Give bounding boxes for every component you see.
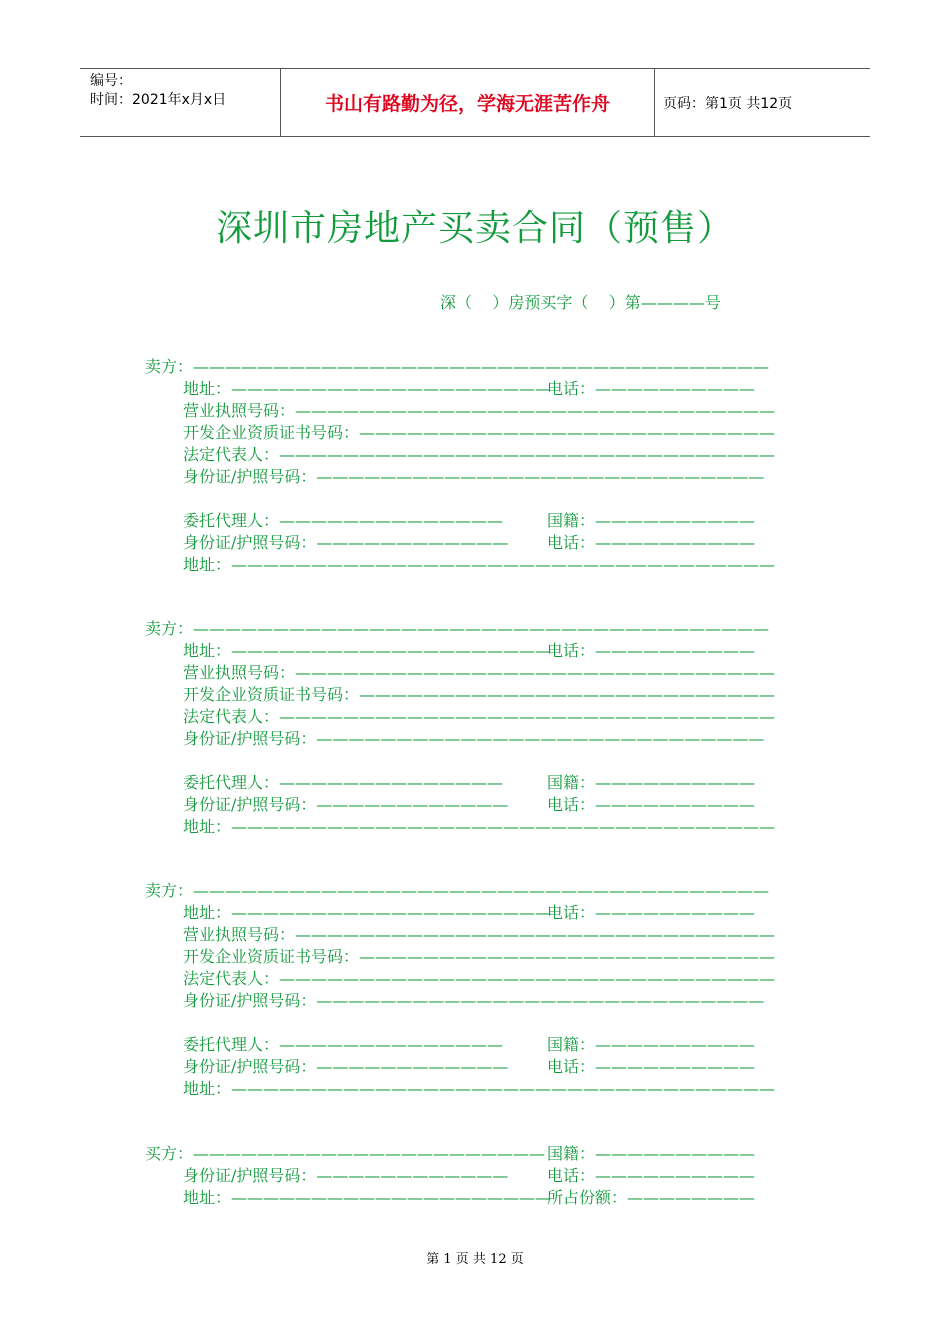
seller-phone: 电话：—————————— [547, 379, 756, 398]
seller-qualification: 开发企业资质证书号码：—————————————————————————— [183, 423, 776, 442]
seller-agent: 委托代理人：—————————————— [183, 511, 504, 530]
document-title: 深圳市房地产买卖合同（预售） [215, 208, 734, 249]
page-footer: 第 1 页 共 12 页 [426, 1252, 524, 1267]
seller-address: 地址：———————————————————— [183, 641, 552, 660]
seller-label: 卖方：———————————————————————————————————— [145, 357, 770, 376]
buyer-id: 身份证/护照号码：———————————— [183, 1166, 509, 1185]
seller-agent-nationality: 国籍：—————————— [547, 1035, 756, 1054]
document-number: 深（ ）房预买字（ ）第————号 [440, 293, 721, 312]
seller-legal-rep: 法定代表人：——————————————————————————————— [183, 707, 776, 726]
seller-agent-address: 地址：—————————————————————————————————— [183, 1079, 776, 1098]
seller-qualification: 开发企业资质证书号码：—————————————————————————— [183, 685, 776, 704]
buyer-nationality: 国籍：—————————— [547, 1144, 756, 1163]
seller-address: 地址：———————————————————— [183, 379, 552, 398]
seller-phone: 电话：—————————— [547, 903, 756, 922]
seller-address: 地址：———————————————————— [183, 903, 552, 922]
seller-id: 身份证/护照号码：———————————————————————————— [183, 991, 765, 1010]
seller-id: 身份证/护照号码：———————————————————————————— [183, 729, 765, 748]
buyer-share: 所占份额：———————— [547, 1188, 756, 1207]
seller-license: 营业执照号码：—————————————————————————————— [183, 401, 776, 420]
seller-agent: 委托代理人：—————————————— [183, 773, 504, 792]
seller-license: 营业执照号码：—————————————————————————————— [183, 925, 776, 944]
header-page-info: 页码：第1页 共12页 [663, 95, 793, 112]
seller-agent-phone: 电话：—————————— [547, 795, 756, 814]
seller-license: 营业执照号码：—————————————————————————————— [183, 663, 776, 682]
seller-agent-phone: 电话：—————————— [547, 533, 756, 552]
seller-label: 卖方：———————————————————————————————————— [145, 619, 770, 638]
seller-phone: 电话：—————————— [547, 641, 756, 660]
seller-agent-id: 身份证/护照号码：———————————— [183, 533, 509, 552]
seller-id: 身份证/护照号码：———————————————————————————— [183, 467, 765, 486]
seller-legal-rep: 法定代表人：——————————————————————————————— [183, 445, 776, 464]
buyer-phone: 电话：—————————— [547, 1166, 756, 1185]
seller-label: 卖方：———————————————————————————————————— [145, 881, 770, 900]
buyer-label: 买方：—————————————————————— [145, 1144, 546, 1163]
time-label: 时间：2021年x月x日 [90, 92, 227, 108]
seller-agent-id: 身份证/护照号码：———————————— [183, 1057, 509, 1076]
header-motto: 书山有路勤为径，学海无涯苦作舟 [281, 69, 655, 136]
seller-agent: 委托代理人：—————————————— [183, 1035, 504, 1054]
page-header [80, 68, 870, 137]
seller-agent-phone: 电话：—————————— [547, 1057, 756, 1076]
seller-agent-id: 身份证/护照号码：———————————— [183, 795, 509, 814]
seller-agent-nationality: 国籍：—————————— [547, 773, 756, 792]
seller-legal-rep: 法定代表人：——————————————————————————————— [183, 969, 776, 988]
buyer-address: 地址：———————————————————— [183, 1188, 552, 1207]
seller-qualification: 开发企业资质证书号码：—————————————————————————— [183, 947, 776, 966]
header-meta [80, 69, 281, 136]
seller-agent-address: 地址：—————————————————————————————————— [183, 555, 776, 574]
seller-agent-address: 地址：—————————————————————————————————— [183, 817, 776, 836]
seller-agent-nationality: 国籍：—————————— [547, 511, 756, 530]
number-label: 编号： [90, 73, 132, 89]
